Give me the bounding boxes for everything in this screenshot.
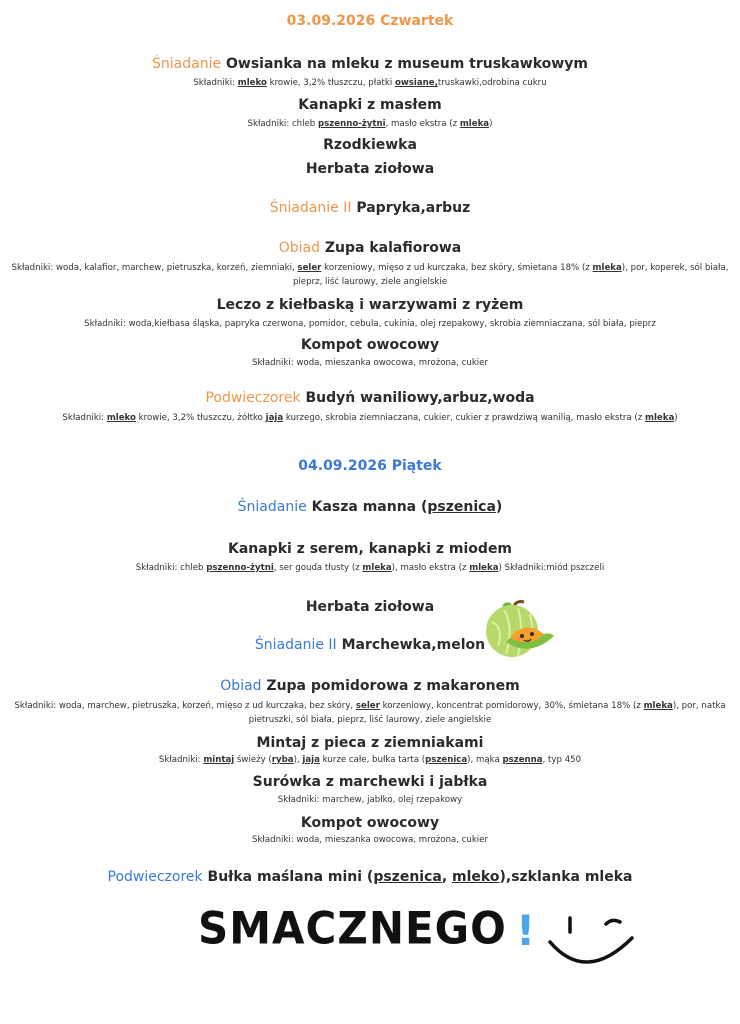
day2-breakfast-dish2: Kanapki z serem, kanapki z miodem (227, 541, 513, 557)
day2-breakfast2-dish: Marchewka,melon (341, 637, 486, 653)
day1-lunch-dish1: Zupa kalafiorowa (324, 240, 462, 256)
day1-breakfast-label: Śniadanie (152, 56, 222, 72)
day2-breakfast-dish1: Kasza manna (pszenica) (311, 499, 503, 515)
day1-lunch-dish2-ingredients: Składniki: woda,kiełbasa śląska, papryka czerwona, pomidor, cebula, cukinia, olej rzepakowy, skrobia ziemniaczana, sól biała, pieprz (84, 319, 656, 329)
day2-snack-dish: Bułka maślana mini (pszenica, mleko),szklanka mleka (207, 869, 633, 885)
day1-breakfast-dish4: Herbata ziołowa (305, 161, 435, 177)
day2-breakfast2-line (0, 637, 740, 653)
day1-lunch-dish1-ingredients: Składniki: woda, kalafior, marchew, pietruszka, korzeń, ziemniaki, seler korzeniowy, mięso z ud kurczaka, bez skóry, śmietana 18% (z mleka), por, koperek, sól biała, pieprz, liść laurowy, ziele angielskie (11, 263, 729, 287)
day1-breakfast-dish2: Kanapki z masłem (298, 97, 442, 113)
day2-lunch-dish2-ingredients: Składniki: mintaj świeży (ryba), jaja kurze całe, bułka tarta (pszenica), mąka pszenna, typ 450 (158, 755, 582, 765)
day1-lunch-dish3-ingredients: Składniki: woda, mieszanka owocowa, mrożona, cukier (251, 358, 489, 368)
day1-breakfast2-dish: Papryka,arbuz (356, 200, 471, 216)
day2-date: 04.09.2026 Piątek (298, 458, 442, 474)
day1-breakfast-dish1-ingredients: Składniki: mleko krowie, 3,2% tłuszczu, płatki owsiane,truskawki,odrobina cukru (193, 78, 547, 88)
day2-lunch-dish3-ingredients: Składniki: marchew, jabłko, olej rzepakowy (277, 795, 463, 805)
melon-icon (484, 598, 558, 664)
day2-breakfast-label: Śniadanie (237, 499, 307, 515)
day2-lunch-label: Obiad (220, 678, 262, 694)
day1-lunch-label: Obiad (278, 240, 320, 256)
day2-lunch-dish1-ingredients: Składniki: woda, marchew, pietruszka, korzeń, mięso z ud kurczaka, bez skóry, seler korzeniowy, koncentrat pomidorowy, 30%, śmietana 18% (z mleka), por, natka pietruszki, sól biała, pieprz, liść laurowy, ziele angielskie (14, 701, 726, 725)
day2-lunch-dish3: Surówka z marchewki i jabłka (252, 774, 488, 790)
day1-lunch-dish2: Leczo z kiełbaską i warzywami z ryżem (216, 297, 524, 313)
day1-date: 03.09.2026 Czwartek (286, 13, 454, 29)
day1-breakfast-dish1: Owsianka na mleku z museum truskawkowym (225, 56, 588, 72)
day1-breakfast2-line (0, 200, 740, 216)
day1-snack-label: Podwieczorek (205, 390, 301, 406)
smiley-wink-icon (546, 908, 638, 970)
day2-breakfast-line (0, 499, 740, 515)
day1-snack-ingredients: Składniki: mleko krowie, 3,2% tłuszczu, żółtko jaja kurzego, skrobia ziemniaczana, cukier, cukier z prawdziwą wanilią, masło ekstra (z mleka) (62, 413, 678, 423)
footer-smacznego: SMACZNEGO (198, 902, 507, 955)
day2-lunch-dish1: Zupa pomidorowa z makaronem (266, 678, 520, 694)
day2-lunch-dish4-ingredients: Składniki: woda, mieszanka owocowa, mrożona, cukier (251, 835, 489, 845)
day1-breakfast2-label: Śniadanie II (269, 200, 352, 216)
day2-breakfast-dish3: Herbata ziołowa (305, 599, 435, 615)
day2-breakfast-dish2-ingredients: Składniki: chleb pszenno-żytni, ser gouda tłusty (z mleka), masło ekstra (z mleka) Składniki:miód pszczeli (135, 563, 605, 573)
footer-exclamation: ! (516, 906, 536, 955)
day1-snack-line (0, 390, 740, 406)
day2-lunch-line (0, 678, 740, 694)
day2-lunch-dish2: Mintaj z pieca z ziemniakami (256, 735, 484, 751)
day2-breakfast2-label: Śniadanie II (254, 637, 337, 653)
day1-breakfast-dish3: Rzodkiewka (323, 137, 417, 153)
day2-snack-line (0, 869, 740, 885)
day1-snack-dish: Budyń waniliowy,arbuz,woda (305, 390, 535, 406)
day2-snack-label: Podwieczorek (107, 869, 203, 885)
day1-breakfast-line (0, 56, 740, 72)
day2-lunch-dish4: Kompot owocowy (300, 815, 440, 831)
day1-breakfast-dish2-ingredients: Składniki: chleb pszenno-żytni, masło ekstra (z mleka) (247, 119, 493, 129)
day1-lunch-line (0, 240, 740, 256)
day1-lunch-dish3: Kompot owocowy (300, 337, 440, 353)
